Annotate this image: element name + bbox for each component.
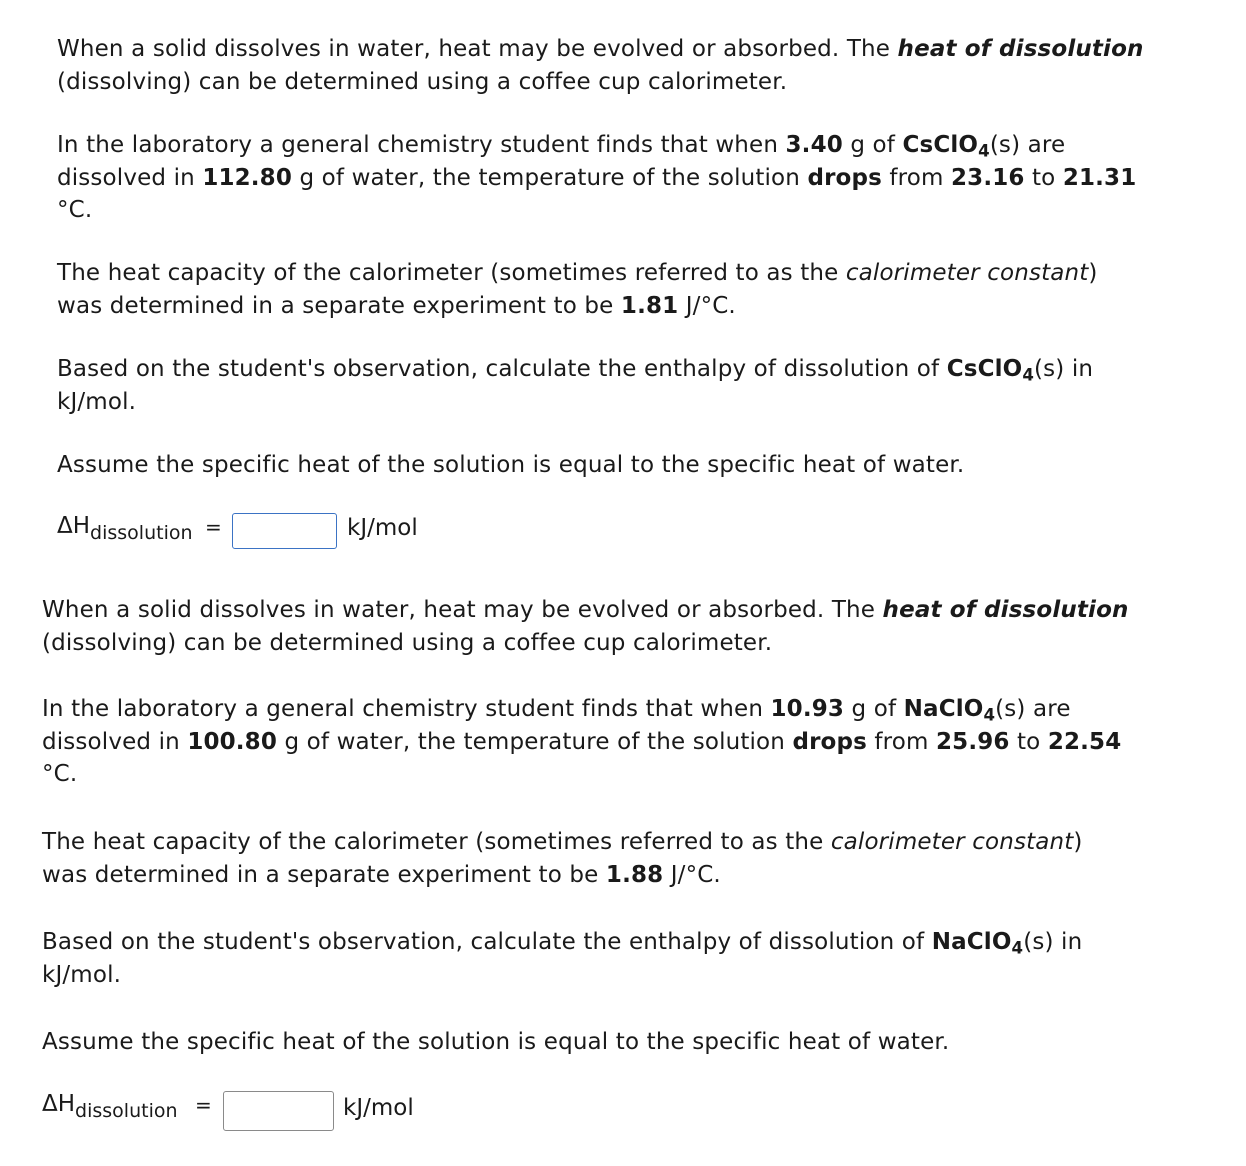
heat-capacity-text: ) <box>1073 829 1083 855</box>
lab-text: In the laboratory a general chemistry student finds that when <box>42 696 771 722</box>
calc-text: Based on the student's observation, calculate the enthalpy of dissolution of <box>42 929 932 955</box>
intro-text: (dissolving) can be determined using a coffee cup calorimeter. <box>57 68 788 95</box>
lab-text: dissolved in <box>42 728 188 755</box>
heat-capacity-paragraph <box>57 257 1098 322</box>
calc-text: kJ/mol. <box>42 961 122 988</box>
lab-text: from <box>866 728 937 755</box>
solid-mass: 10.93 <box>770 696 845 722</box>
answer-row <box>42 1091 462 1131</box>
lab-text: g of water, the temperature of the solution <box>291 164 808 191</box>
compound-subscript: 4 <box>1022 365 1035 385</box>
intro-text: When a solid dissolves in water, heat may be evolved or absorbed. The <box>42 597 883 623</box>
equals-sign: = <box>205 515 222 539</box>
heat-capacity-text: J/°C. <box>678 292 736 319</box>
intro-text: (dissolving) can be determined using a coffee cup calorimeter. <box>42 629 773 656</box>
lab-text: In the laboratory a general chemistry student finds that when <box>57 132 786 158</box>
final-temperature: 21.31 <box>1062 164 1137 191</box>
calorimeter-constant-value: 1.88 <box>605 861 664 888</box>
compound-name: NaClO <box>931 929 1012 955</box>
final-temperature: 22.54 <box>1047 728 1122 755</box>
lab-text: dissolved in <box>57 164 203 191</box>
delta-h-symbol: ΔH <box>42 1091 76 1117</box>
drops-term: drops <box>792 728 867 755</box>
delta-h-label <box>42 1091 178 1122</box>
intro-paragraph <box>42 594 1129 659</box>
compound-formula <box>946 356 1035 385</box>
delta-h-label <box>57 513 193 544</box>
compound-formula <box>903 696 996 725</box>
answer-row <box>57 513 457 553</box>
calc-paragraph <box>42 926 1082 991</box>
delta-h-subscript: dissolution <box>90 522 193 544</box>
lab-text: °C. <box>57 197 93 223</box>
compound-subscript: 4 <box>1011 938 1024 958</box>
heat-capacity-text: ) <box>1088 260 1098 286</box>
compound-subscript: 4 <box>978 141 990 161</box>
calc-text: Based on the student's observation, calculate the enthalpy of dissolution of <box>57 356 947 382</box>
heat-capacity-text: J/°C. <box>663 861 721 888</box>
assumption-text: Assume the specific heat of the solution is equal to the specific heat of water. <box>42 1029 950 1055</box>
heat-capacity-text: The heat capacity of the calorimeter (sometimes referred to as the <box>42 829 831 855</box>
calc-text: (s) in <box>1023 929 1083 955</box>
lab-text: g of <box>844 696 904 722</box>
initial-temperature: 25.96 <box>936 728 1010 755</box>
calorimeter-constant-term: calorimeter constant <box>845 260 1089 286</box>
water-mass: 112.80 <box>202 164 292 191</box>
calc-paragraph <box>57 353 1093 418</box>
unit-label: kJ/mol <box>347 515 418 541</box>
compound-name: CsClO <box>902 132 979 158</box>
heat-of-dissolution-term: heat of dissolution <box>897 36 1144 62</box>
calorimeter-constant-value: 1.81 <box>620 292 679 319</box>
intro-paragraph <box>57 33 1144 98</box>
answer-input[interactable] <box>232 513 337 549</box>
compound-formula <box>931 929 1024 958</box>
compound-name: NaClO <box>903 696 984 722</box>
equals-sign: = <box>195 1093 212 1117</box>
heat-capacity-text: was determined in a separate experiment to be <box>42 861 606 888</box>
lab-text: g of water, the temperature of the solution <box>276 728 793 755</box>
delta-h-symbol: ΔH <box>57 513 91 539</box>
answer-input[interactable] <box>223 1091 334 1131</box>
calc-text: (s) in <box>1034 356 1094 382</box>
lab-text: from <box>881 164 952 191</box>
lab-paragraph <box>42 693 1121 791</box>
heat-capacity-text: The heat capacity of the calorimeter (sometimes referred to as the <box>57 260 846 286</box>
unit-label: kJ/mol <box>343 1095 414 1121</box>
compound-subscript: 4 <box>983 705 996 725</box>
lab-text: (s) are <box>989 132 1066 158</box>
heat-capacity-text: was determined in a separate experiment to be <box>57 292 621 319</box>
lab-text: °C. <box>42 761 78 787</box>
drops-term: drops <box>807 164 882 191</box>
lab-text: (s) are <box>995 696 1071 722</box>
compound-formula <box>902 132 990 161</box>
lab-paragraph <box>57 129 1136 227</box>
lab-text: to <box>1009 728 1048 755</box>
water-mass: 100.80 <box>187 728 277 755</box>
solid-mass: 3.40 <box>785 132 843 158</box>
delta-h-subscript: dissolution <box>75 1100 178 1122</box>
calorimeter-constant-term: calorimeter constant <box>830 829 1074 855</box>
lab-text: to <box>1024 164 1063 191</box>
heat-of-dissolution-term: heat of dissolution <box>882 597 1129 623</box>
calc-text: kJ/mol. <box>57 388 137 415</box>
intro-text: When a solid dissolves in water, heat may be evolved or absorbed. The <box>57 36 898 62</box>
compound-name: CsClO <box>946 356 1023 382</box>
heat-capacity-paragraph <box>42 826 1083 891</box>
initial-temperature: 23.16 <box>951 164 1025 191</box>
lab-text: g of <box>842 132 903 158</box>
assumption-text: Assume the specific heat of the solution is equal to the specific heat of water. <box>57 452 965 478</box>
